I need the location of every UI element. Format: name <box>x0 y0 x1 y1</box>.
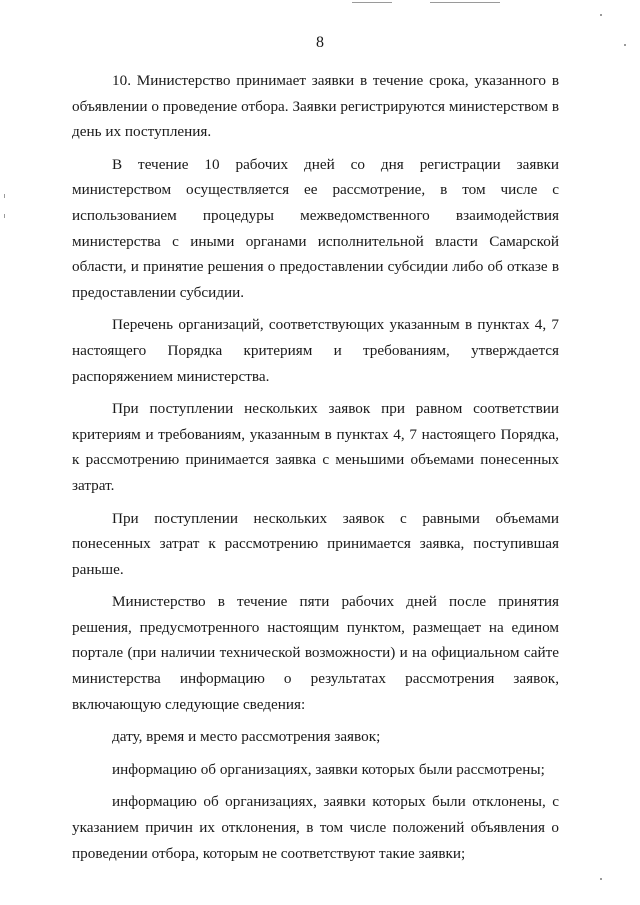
list-item-3: информацию об организациях, заявки которых были отклонены, с указанием причин их отклонения, в том числе положений объявления о проведении отбора, которым не соответствуют такие заявки; <box>72 793 559 862</box>
paragraph-3: Перечень организаций, соответствующих указанным в пунктах 4, 7 настоящего Порядка критериям и требованиям, утверждается распоряжением министерства. <box>72 316 559 385</box>
scan-dot-left-2 <box>4 214 5 218</box>
scan-dot-right <box>600 14 602 16</box>
page-number: 8 <box>316 34 324 51</box>
scan-line-top <box>352 2 392 3</box>
paragraph-1: 10. Министерство принимает заявки в течение срока, указанного в объявлении о проведение отбора. Заявки регистрируются министерством в день их поступления. <box>72 72 559 141</box>
scan-dot-left <box>4 194 5 198</box>
list-item-1: дату, время и место рассмотрения заявок; <box>112 728 381 746</box>
paragraph-5: При поступлении нескольких заявок с равными объемами понесенных затрат к рассмотрению принимается заявка, поступившая раньше. <box>72 509 559 578</box>
document-body <box>72 68 559 873</box>
paragraph-4: При поступлении нескольких заявок при равном соответствии критериям и требованиям, указанным в пунктах 4, 7 настоящего Порядка, к рассмотрению принимается заявка с меньшими объемами понесенных затрат. <box>72 400 559 494</box>
list-item-2: информацию об организациях, заявки которых были рассмотрены; <box>112 760 545 778</box>
scan-line-top-2 <box>430 2 500 3</box>
paragraph-2: В течение 10 рабочих дней со дня регистрации заявки министерством осуществляется ее рассмотрение, в том числе с использованием процедуры межведомственного взаимодействия министерства с иными органами исполнительной власти Самарской области, и принятие решения о предоставлении субсидии либо об отказе в предоставлении субсидии. <box>72 155 559 301</box>
scan-dot-bottom <box>600 878 602 880</box>
paragraph-6: Министерство в течение пяти рабочих дней после принятия решения, предусмотренного настоящим пунктом, размещает на едином портале (при наличии технической возможности) и на официальном сайте министерства информацию о результатах рассмотрения заявок, включающую следующие сведения: <box>72 593 559 713</box>
